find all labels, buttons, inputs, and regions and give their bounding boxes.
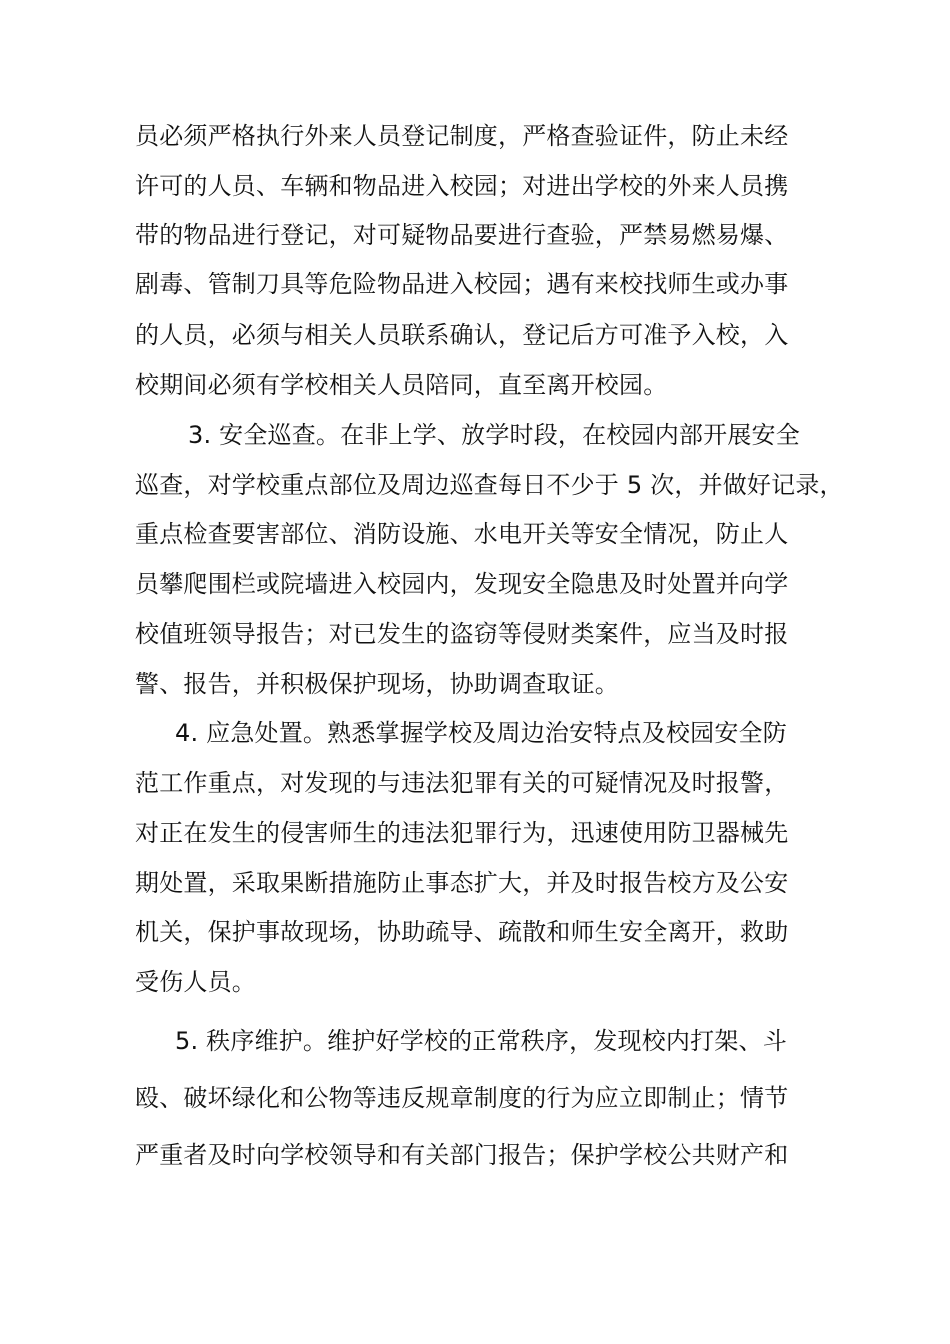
text-line: 对正在发生的侵害师生的违法犯罪行为，迅速使用防卫器械先 bbox=[135, 819, 789, 847]
text-line: 带的物品进行登记，对可疑物品要进行查验，严禁易燃易爆、 bbox=[135, 221, 789, 249]
text-line: 巡查，对学校重点部位及周边巡查每日不少于 5 次，并做好记录， bbox=[135, 471, 844, 499]
section-3-heading-line: 3. 安全巡查。在非上学、放学时段，在校园内部开展安全 bbox=[188, 421, 800, 449]
text-line: 严重者及时向学校领导和有关部门报告；保护学校公共财产和 bbox=[135, 1141, 789, 1169]
text-line: 的人员，必须与相关人员联系确认，登记后方可准予入校，入 bbox=[135, 321, 789, 349]
section-4-heading-line: 4. 应急处置。熟悉掌握学校及周边治安特点及校园安全防 bbox=[175, 719, 787, 747]
text-line: 员必须严格执行外来人员登记制度，严格查验证件，防止未经 bbox=[135, 122, 789, 150]
text-line: 剧毒、管制刀具等危险物品进入校园；遇有来校找师生或办事 bbox=[135, 270, 789, 298]
section-5-heading-line: 5. 秩序维护。维护好学校的正常秩序，发现校内打架、斗 bbox=[175, 1027, 787, 1055]
text-line: 员攀爬围栏或院墙进入校园内，发现安全隐患及时处置并向学 bbox=[135, 570, 789, 598]
text-line: 期处置，采取果断措施防止事态扩大，并及时报告校方及公安 bbox=[135, 869, 789, 897]
text-line: 校期间必须有学校相关人员陪同，直至离开校园。 bbox=[135, 371, 668, 399]
text-line: 警、报告，并积极保护现场，协助调查取证。 bbox=[135, 670, 619, 698]
text-line: 机关，保护事故现场，协助疏导、疏散和师生安全离开，救助 bbox=[135, 918, 789, 946]
text-line: 校值班领导报告；对已发生的盗窃等侵财类案件，应当及时报 bbox=[135, 620, 789, 648]
text-line: 许可的人员、车辆和物品进入校园；对进出学校的外来人员携 bbox=[135, 172, 789, 200]
text-line: 殴、破坏绿化和公物等违反规章制度的行为应立即制止；情节 bbox=[135, 1084, 789, 1112]
text-line: 重点检查要害部位、消防设施、水电开关等安全情况，防止人 bbox=[135, 520, 789, 548]
text-line: 受伤人员。 bbox=[135, 968, 256, 996]
text-line: 范工作重点，对发现的与违法犯罪有关的可疑情况及时报警， bbox=[135, 769, 789, 797]
